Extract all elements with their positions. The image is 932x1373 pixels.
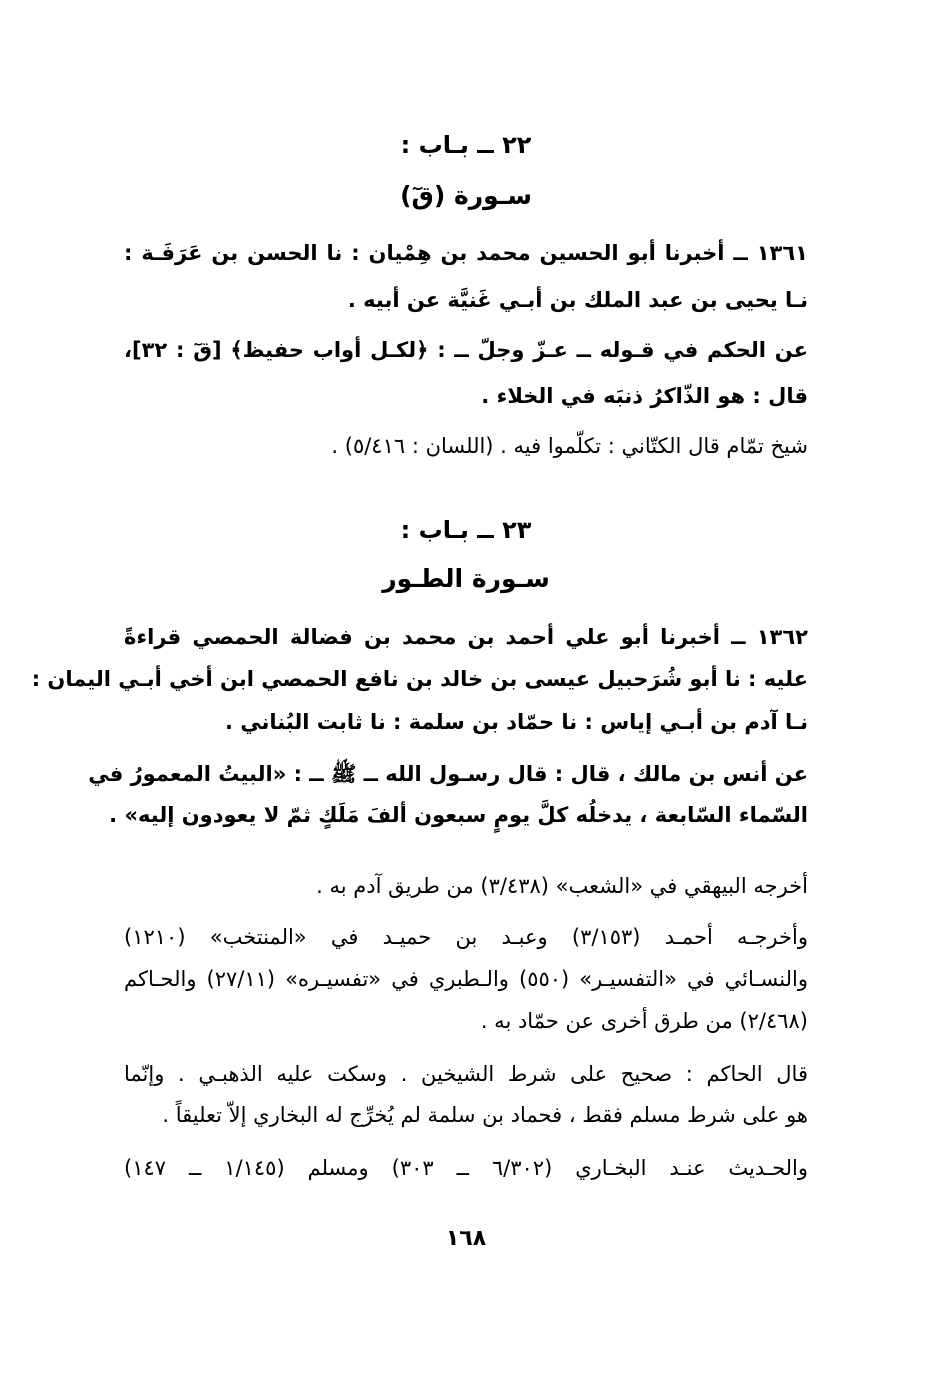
hadith-1362-line-3: نـا آدم بن أبـي إياس : نا حمّاد بن سلمة : نا ثابت البُناني . <box>224 710 808 734</box>
hadith-1361-line-4: قال : هو الذّاكرُ ذنبَه في الخلاء . <box>481 384 808 408</box>
hadith-1361-line-2: نـا يحيى بن عبد الملك بن أبـي غَنيَّة عن أبيه . <box>347 288 808 312</box>
section-22-number: ٢٢ ــ بـاب : <box>400 131 532 159</box>
hadith-1361-line-1: ١٣٦١ ــ أخبرنا أبو الحسين محمد بن هِمْيان : نا الحسن بن عَرَفَـة : <box>124 241 808 265</box>
commentary-line-2: وأخرجـه أحمـد (٣/١٥٣) وعبـد بن حميـد في «المنتخب» (١٢١٠) <box>124 925 808 949</box>
commentary-line-6: هو على شرط مسلم فقط ، فحماد بن سلمة لم يُخرِّج له البخاري إلاّ تعليقاً . <box>162 1103 808 1127</box>
commentary-line-4: (٢/٤٦٨) من طرق أخرى عن حمّاد به . <box>480 1009 808 1033</box>
commentary-line-1: أخرجه البيهقي في «الشعب» (٣/٤٣٨) من طريق آدم به . <box>316 874 808 898</box>
commentary-line-7: والحـديث عنـد البخـاري (٦/٣٠٢ ــ ٣٠٣) ومسلم (١/١٤٥ ــ ١٤٧) <box>124 1156 808 1180</box>
hadith-1362-line-4: عن أنس بن مالك ، قال : قال رسـول الله ــ ﷺ ــ : «البيتُ المعمورُ في <box>88 762 808 786</box>
section-23-number: ٢٣ ــ بـاب : <box>400 516 532 544</box>
section-22-title: سـورة (قٓ) <box>400 181 532 210</box>
hadith-1362-line-2: عليه : نا أبو شُرَحبيل عيسى بن خالد بن نافع الحمصي ابن أخي أبـي اليمان : <box>31 667 808 691</box>
hadith-1361-line-3: عن الحكم في قـوله ــ عـزّ وجلّ ــ : ﴿لكـل أواب حفيظ﴾ [قٓ : ٣٢]، <box>124 338 808 362</box>
hadith-1362-line-1: ١٣٦٢ ــ أخبرنا أبو علي أحمد بن محمد بن فضالة الحمصي قراءةً <box>124 625 808 649</box>
commentary-line-3: والنسـائي في «التفسيـر» (٥٥٠) والـطبري في «تفسيـره» (٢٧/١١) والحـاكم <box>124 967 808 991</box>
hadith-1362-line-5: السّماء السّابعة ، يدخلُه كلَّ يومٍ سبعون ألفَ مَلَكٍ ثمّ لا يعودون إليه» . <box>109 803 808 827</box>
page-number: ١٦٨ <box>445 1226 487 1251</box>
hadith-1361-note: شيخ تمّام قال الكتّاني : تكلّموا فيه . (اللسان : ٥/٤١٦) . <box>331 434 808 458</box>
section-23-title: سـورة الطـور <box>382 564 550 593</box>
commentary-line-5: قال الحاكم : صحيح على شرط الشيخين . وسكت عليه الذهبـي . وإنّما <box>124 1062 808 1086</box>
